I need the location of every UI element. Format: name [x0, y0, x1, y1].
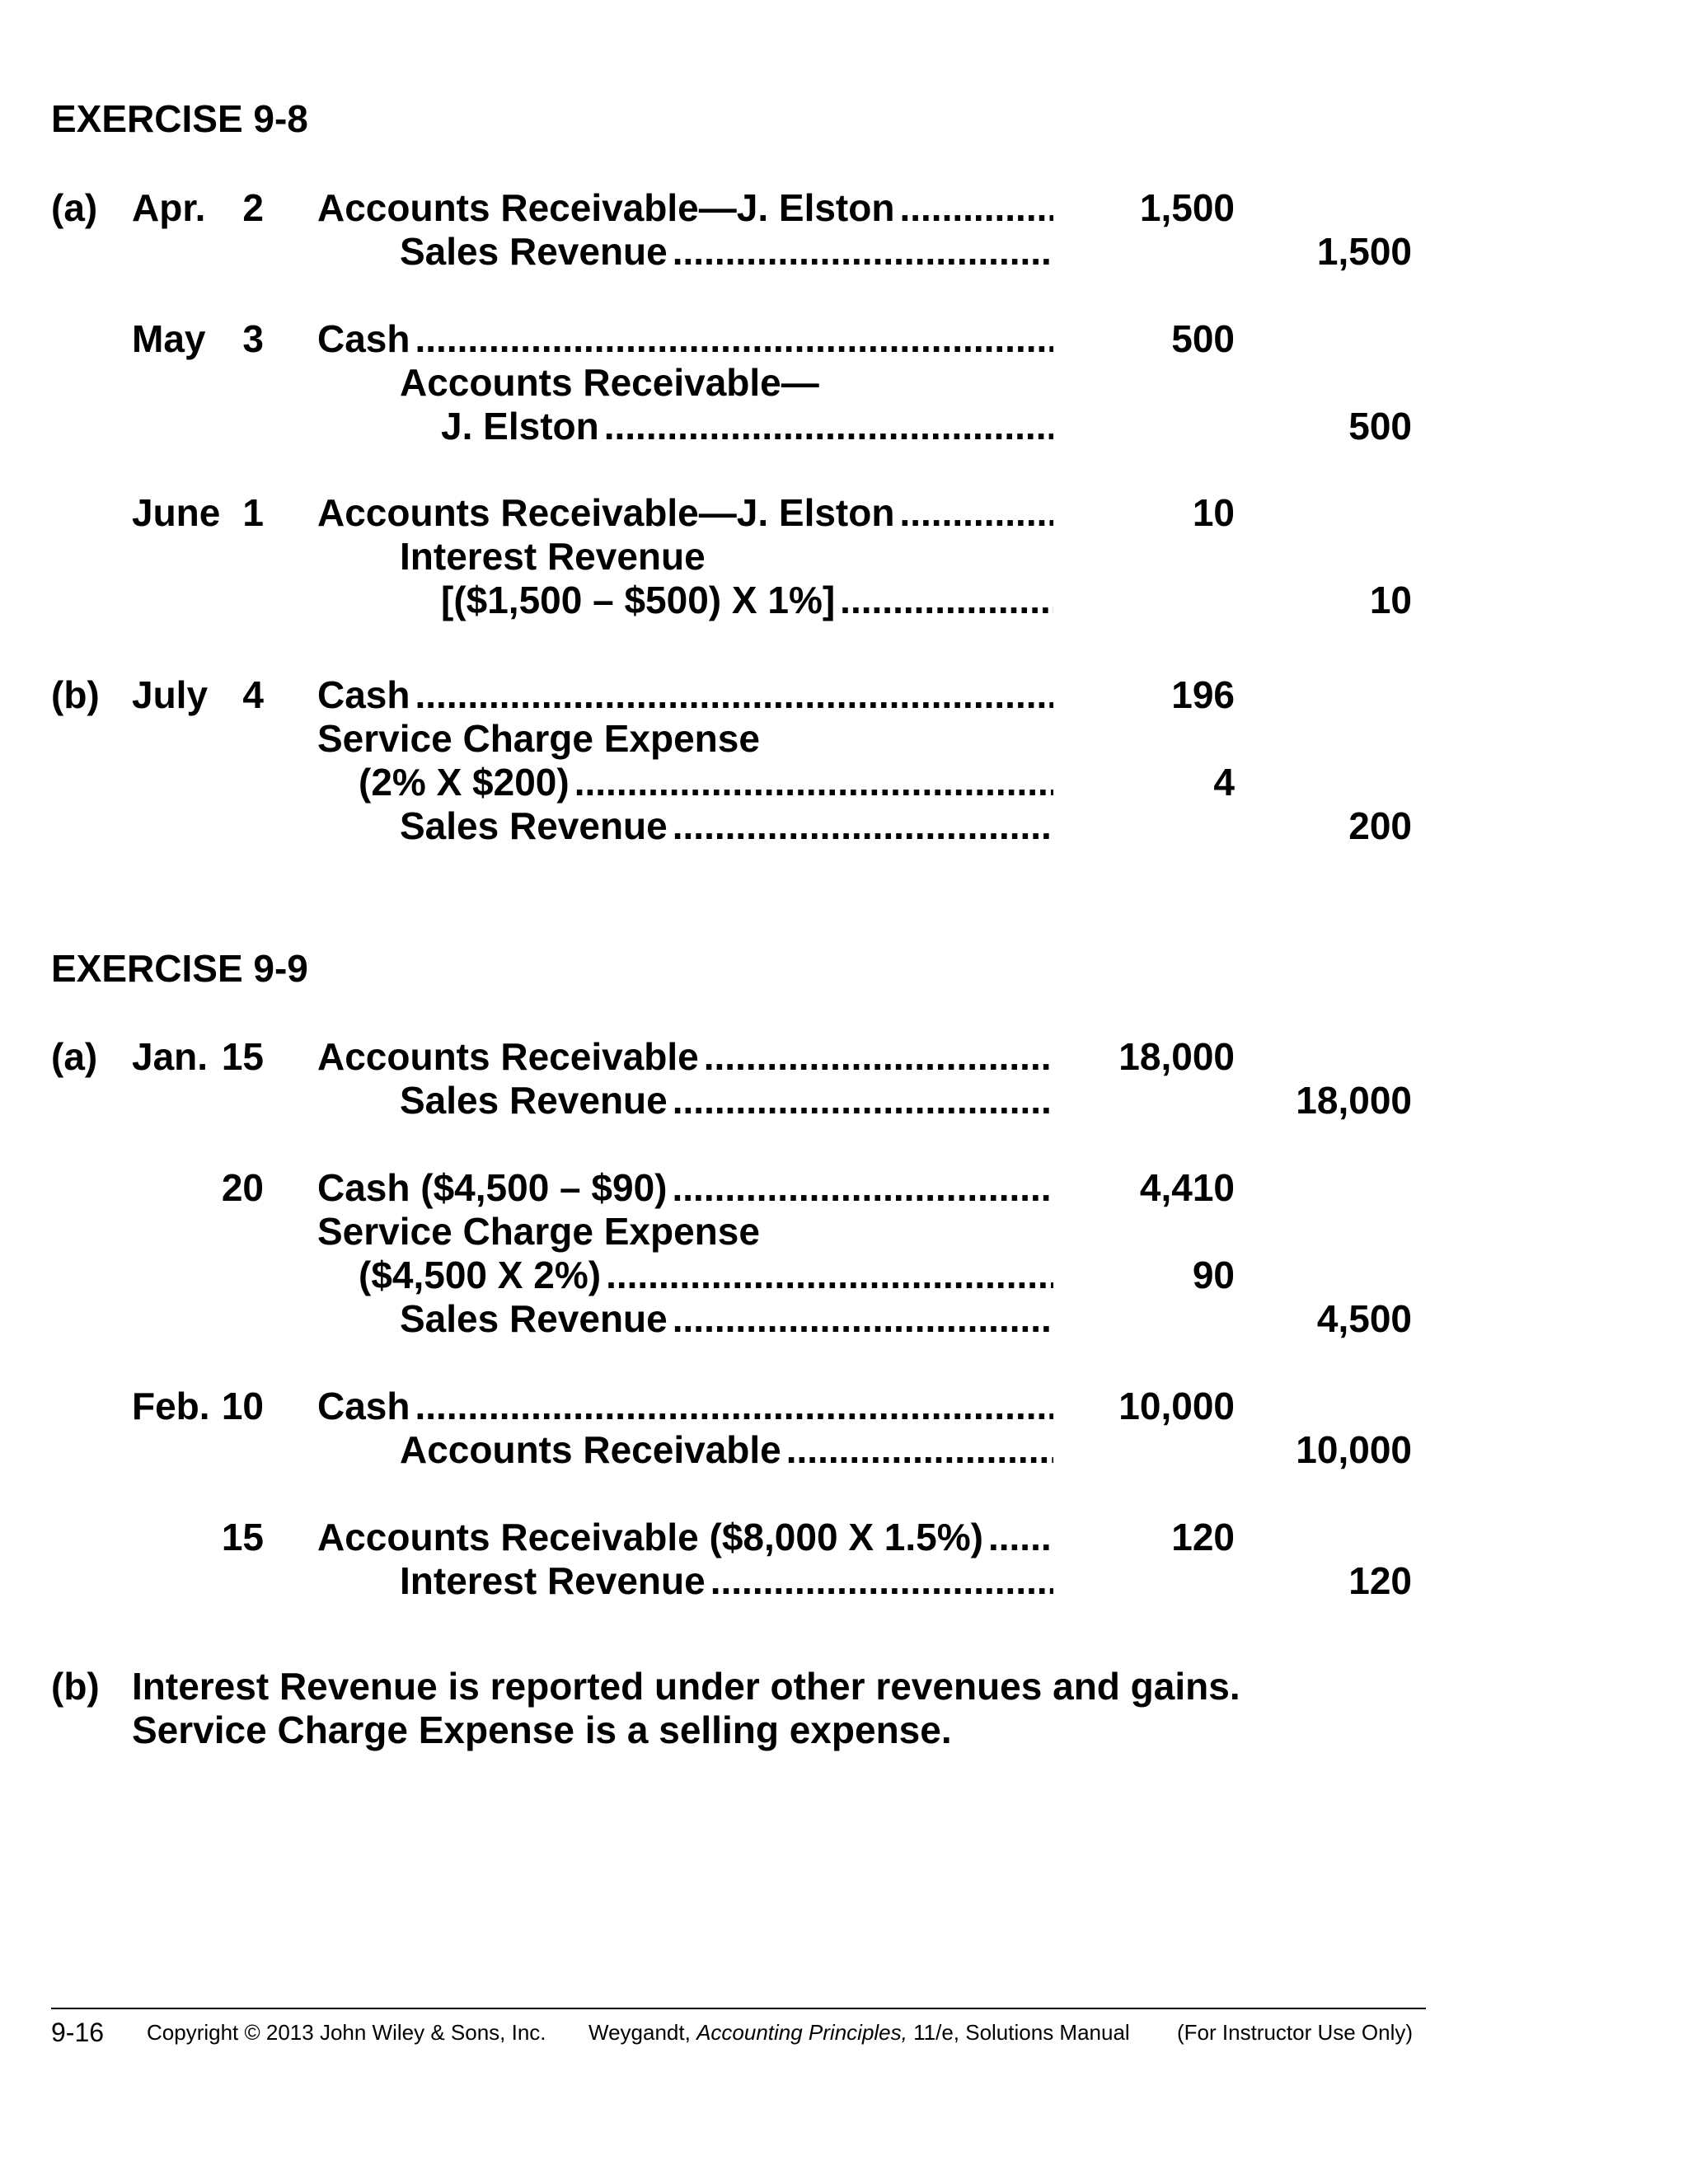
exercise-9-8-title: EXERCISE 9-8: [51, 97, 308, 140]
entry-month: Apr.: [132, 186, 206, 229]
debit-account: Cash .....: [317, 317, 1053, 361]
debit-account: Accounts Receivable ($8,000 X 1.5%) .....: [317, 1516, 1053, 1559]
debit-amount: 10,000: [1118, 1385, 1235, 1427]
credit-account: Sales Revenue .....: [400, 1079, 1053, 1122]
credit-amount: 10: [1369, 579, 1412, 621]
credit-account-cont: J. Elston .....: [441, 405, 1053, 448]
entry-day: 1: [242, 491, 264, 534]
note-line-1: Interest Revenue is reported under other revenues and gains.: [132, 1665, 1240, 1708]
entry-month: Feb.: [132, 1385, 210, 1427]
expense-account-cont: ($4,500 X 2%) .....: [359, 1254, 1053, 1297]
journal-line: [0, 1035, 1688, 1079]
debit-amount: 90: [1192, 1254, 1235, 1296]
credit-amount: 4,500: [1316, 1297, 1412, 1340]
journal-line: [0, 491, 1688, 535]
credit-account: Interest Revenue .....: [400, 1559, 1053, 1603]
debit-amount: 1,500: [1139, 186, 1235, 229]
entry-month: May: [132, 317, 206, 360]
credit-amount: 200: [1348, 804, 1412, 847]
debit-amount: 500: [1171, 317, 1235, 360]
debit-amount: 10: [1192, 491, 1235, 534]
note-line-2: Service Charge Expense is a selling expense.: [132, 1708, 952, 1751]
journal-line: [0, 405, 1688, 448]
debit-account: Accounts Receivable—J. Elston .....: [317, 186, 1053, 230]
debit-amount: 4: [1213, 761, 1235, 804]
entry-day: 3: [242, 317, 264, 360]
credit-amount: 1,500: [1316, 230, 1412, 273]
journal-line: [0, 1254, 1688, 1297]
credit-amount: 10,000: [1296, 1428, 1412, 1471]
debit-account: Cash .....: [317, 673, 1053, 717]
journal-line: [0, 804, 1688, 848]
exercise-9-9-title: EXERCISE 9-9: [51, 947, 308, 990]
expense-account-cont: (2% X $200) .....: [359, 761, 1053, 804]
expense-account: Service Charge Expense: [317, 1210, 760, 1253]
journal-line: [0, 761, 1688, 804]
entry-day: 15: [221, 1516, 264, 1558]
debit-amount: 4,410: [1139, 1166, 1235, 1209]
journal-line: [0, 717, 1688, 761]
entry-month: Jan.: [132, 1035, 209, 1078]
entry-day: 4: [242, 673, 264, 716]
journal-line: [0, 673, 1688, 717]
entry-day: 20: [221, 1166, 264, 1209]
part-label: (b): [51, 1665, 100, 1708]
debit-account: Accounts Receivable—J. Elston .....: [317, 491, 1053, 535]
debit-amount: 120: [1171, 1516, 1235, 1558]
journal-line: [0, 1385, 1688, 1428]
journal-line: [0, 1079, 1688, 1122]
journal-line: [0, 1516, 1688, 1559]
entry-day: 10: [221, 1385, 264, 1427]
credit-account: Sales Revenue .....: [400, 230, 1053, 274]
page-number: 9-16: [51, 2018, 105, 2047]
expense-account: Service Charge Expense: [317, 717, 760, 760]
debit-account: Cash ($4,500 – $90) .....: [317, 1166, 1053, 1210]
journal-line: [0, 230, 1688, 274]
journal-line: [0, 1166, 1688, 1210]
journal-line: [0, 317, 1688, 361]
journal-line: [0, 1210, 1688, 1254]
credit-amount: 500: [1348, 405, 1412, 448]
credit-account: Accounts Receivable—: [400, 361, 819, 404]
copyright: Copyright © 2013 John Wiley & Sons, Inc.: [147, 2020, 546, 2045]
usage-note: (For Instructor Use Only): [1177, 2020, 1414, 2045]
debit-account: Accounts Receivable .....: [317, 1035, 1053, 1079]
part-label: (a): [51, 186, 98, 229]
entry-day: 15: [221, 1035, 264, 1078]
debit-account: Cash .....: [317, 1385, 1053, 1428]
journal-line: [0, 1297, 1688, 1341]
journal-line: [0, 361, 1688, 405]
credit-account-cont: [($1,500 – $500) X 1%] .....: [441, 579, 1053, 622]
journal-line: [0, 186, 1688, 230]
credit-amount: 120: [1348, 1559, 1412, 1602]
credit-account: Sales Revenue .....: [400, 1297, 1053, 1341]
journal-line: [0, 1559, 1688, 1603]
credit-amount: 18,000: [1296, 1079, 1412, 1122]
credit-account: Sales Revenue .....: [400, 804, 1053, 848]
debit-amount: 196: [1171, 673, 1235, 716]
part-label: (a): [51, 1035, 98, 1078]
journal-line: [0, 535, 1688, 579]
debit-amount: 18,000: [1118, 1035, 1235, 1078]
part-label: (b): [51, 673, 100, 716]
book-citation: Weygandt, Accounting Principles, 11/e, Solutions Manual: [588, 2020, 1130, 2045]
credit-account: Interest Revenue: [400, 535, 706, 578]
entry-month: July: [132, 673, 209, 716]
journal-line: [0, 1428, 1688, 1472]
journal-line: [0, 579, 1688, 622]
credit-account: Accounts Receivable .....: [400, 1428, 1053, 1472]
entry-day: 2: [242, 186, 264, 229]
footer-divider: [51, 2008, 1426, 2009]
entry-month: June: [132, 491, 221, 534]
